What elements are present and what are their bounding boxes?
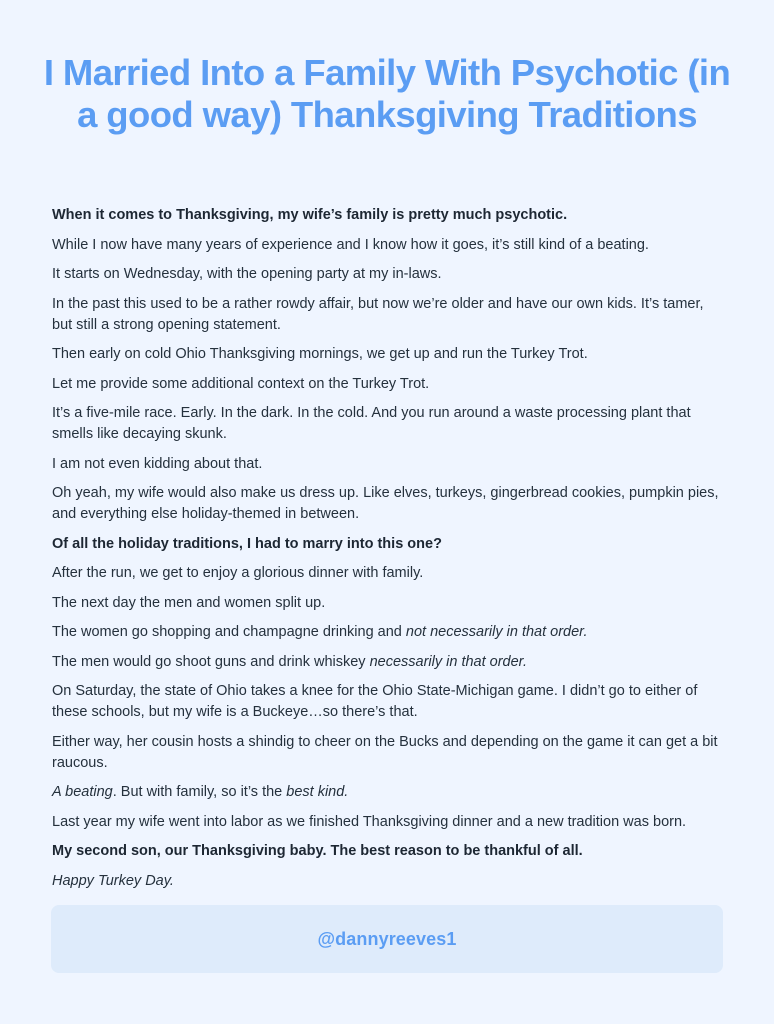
article-paragraph (52, 871, 726, 892)
article-paragraph (52, 732, 726, 774)
paragraph-text: On Saturday, the state of Ohio takes a knee for the Ohio State-Michigan game. I didn’t go to either of these schools, but my wife is a Buckeye…so there’s that. (52, 683, 698, 720)
paragraph-text: My second son, our Thanksgiving baby. The best reason to be thankful of all. (52, 843, 583, 859)
article-paragraph (52, 264, 726, 285)
article-paragraph (52, 374, 726, 395)
article-title: I Married Into a Family With Psychotic (in a good way) Thanksgiving Traditions (43, 52, 731, 135)
paragraph-text: Then early on cold Ohio Thanksgiving mornings, we get up and run the Turkey Trot. (52, 346, 588, 362)
paragraph-text: It starts on Wednesday, with the opening party at my in-laws. (52, 266, 442, 282)
article-paragraph (52, 681, 726, 723)
article-paragraph (52, 403, 726, 445)
article-paragraph (52, 593, 726, 614)
paragraph-text: While I now have many years of experience and I know how it goes, it’s still kind of a beating. (52, 236, 649, 253)
paragraph-emphasis: necessarily in that order. (369, 653, 528, 670)
article-paragraph (52, 622, 726, 643)
article-paragraph (52, 235, 726, 256)
paragraph-text: After the run, we get to enjoy a glorious dinner with family. (52, 565, 424, 581)
author-handle[interactable]: @dannyreeves1 (317, 928, 457, 949)
paragraph-emphasis: best kind. (286, 784, 349, 800)
paragraph-text: When it comes to Thanksgiving, my wife’s family is pretty much psychotic. (52, 207, 568, 223)
paragraph-text: Of all the holiday traditions, I had to marry into this one? (52, 535, 442, 552)
article-body (52, 205, 726, 900)
article-paragraph (52, 344, 726, 365)
article-paragraph (52, 812, 726, 833)
article-paragraph (52, 841, 726, 862)
paragraph-text: The men would go shoot guns and drink whiskey (52, 653, 370, 670)
article-paragraph (52, 652, 726, 673)
article-paragraph (52, 205, 726, 226)
paragraph-text: The women go shopping and champagne drinking and (52, 624, 406, 640)
paragraph-text: It’s a five-mile race. Early. In the dark. In the cold. And you run around a waste processing plant that smells like decaying skunk. (52, 405, 691, 442)
paragraph-text: Either way, her cousin hosts a shindig to cheer on the Bucks and depending on the game it can get a bit raucous. (52, 733, 718, 771)
article-paragraph (52, 782, 726, 803)
paragraph-text: . But with family, so it’s the (112, 784, 287, 800)
article-paragraph (52, 294, 726, 336)
article-paragraph (52, 563, 726, 584)
paragraph-text: In the past this used to be a rather rowdy affair, but now we’re older and have our own kids. It’s tamer, but still a strong opening statement. (52, 295, 704, 333)
author-footer (51, 905, 723, 973)
paragraph-emphasis: Happy Turkey Day. (52, 872, 174, 889)
paragraph-emphasis: A beating (52, 784, 113, 800)
article-paragraph (52, 483, 726, 525)
article-paragraph (52, 454, 726, 475)
article-paragraph (52, 534, 726, 555)
paragraph-text: I am not even kidding about that. (52, 455, 263, 472)
paragraph-text: Let me provide some additional context on the Turkey Trot. (52, 375, 430, 392)
paragraph-text: Oh yeah, my wife would also make us dress up. Like elves, turkeys, gingerbread cookies, pumpkin pies, and everything else holiday-themed in between. (52, 485, 719, 522)
paragraph-emphasis: not necessarily in that order. (405, 624, 588, 640)
paragraph-text: The next day the men and women split up. (52, 594, 326, 611)
paragraph-text: Last year my wife went into labor as we finished Thanksgiving dinner and a new tradition was born. (52, 813, 687, 830)
